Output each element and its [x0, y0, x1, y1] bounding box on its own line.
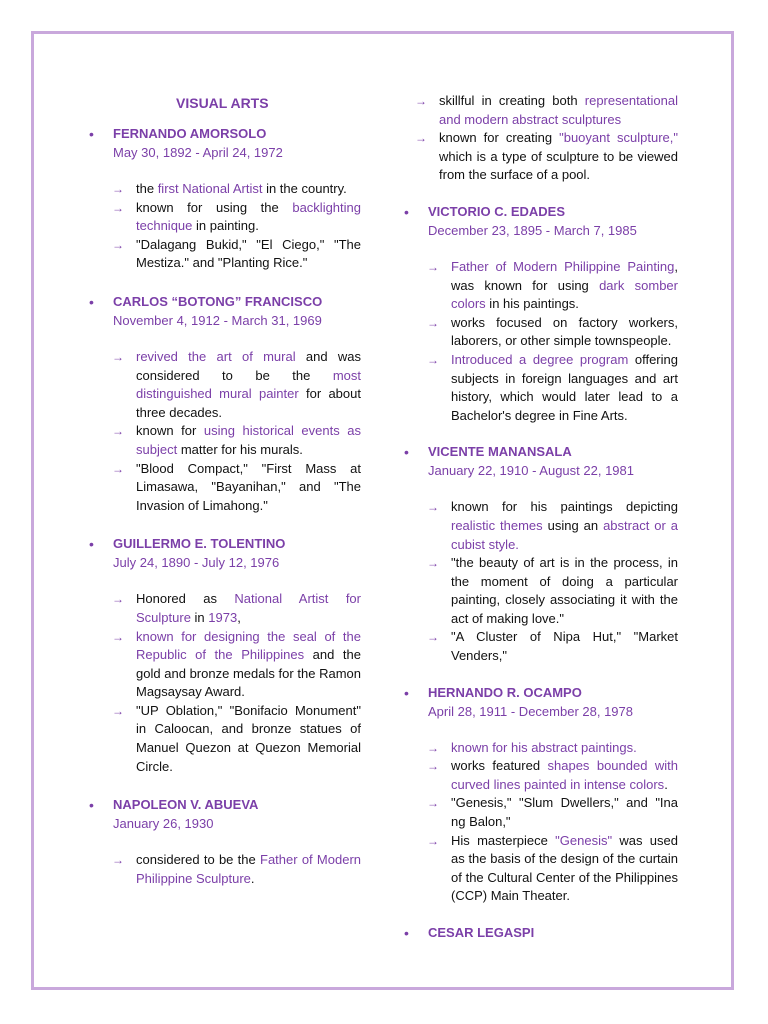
artist-fernando-amorsolo [89, 125, 361, 273]
highlighted-text: dark somber colors [451, 277, 678, 312]
fact-text: known for creating [439, 130, 560, 146]
bullet-icon: • [404, 684, 409, 701]
abueva-continuation [404, 92, 678, 185]
artist-dates: January 22, 1910 - August 22, 1981 [428, 463, 634, 479]
right-arrow-icon: → [427, 315, 439, 330]
fact-item [427, 498, 678, 554]
fact-text: works focused on factory workers, laborers, or other simple townspeople. [451, 314, 678, 349]
fact-text: considered to be the [136, 852, 260, 868]
fact-item [427, 832, 678, 906]
bullet-icon: • [89, 797, 94, 814]
fact-item [112, 348, 361, 422]
artist-napoleon-v-abueva [89, 796, 361, 888]
fact-item [112, 180, 361, 199]
artist-dates: November 4, 1912 - March 31, 1969 [113, 312, 322, 328]
artist-hernando-r-ocampo [404, 684, 678, 906]
right-arrow-icon: → [427, 833, 439, 848]
fact-list [404, 258, 678, 425]
highlighted-text: most distinguished mural painter [136, 367, 361, 402]
highlighted-text: Introduced a degree program [451, 351, 629, 367]
fact-item [427, 794, 678, 831]
highlighted-text: realistic themes [451, 517, 543, 533]
fact-text: known for [136, 423, 204, 439]
fact-item [112, 628, 361, 702]
right-arrow-icon: → [112, 237, 124, 252]
artist-dates: December 23, 1895 - March 7, 1985 [428, 222, 637, 238]
fact-text: skillful in creating both [439, 93, 585, 108]
fact-text: which is a type of sculpture to be viewed from the surface of a pool. [439, 148, 678, 183]
fact-item [112, 460, 361, 516]
artist-header [404, 924, 678, 942]
highlighted-text: revived the art of mural [136, 348, 296, 364]
right-arrow-icon: → [427, 352, 439, 367]
highlighted-text: known for his abstract paintings. [451, 739, 637, 755]
right-arrow-icon: → [427, 796, 439, 811]
right-arrow-icon: → [427, 556, 439, 571]
artist-name: CARLOS “BOTONG” FRANCISCO [113, 293, 323, 309]
fact-text: "Dalagang Bukid," "El Ciego," "The Mestiza." and "Planting Rice." [136, 236, 361, 271]
artist-guillermo-e-tolentino [89, 535, 361, 776]
fact-item [427, 314, 678, 351]
fact-text: for about three decades. [136, 386, 361, 420]
bullet-icon: • [404, 203, 409, 220]
fact-text: and was considered to be the [136, 348, 361, 383]
fact-text: known for using the [136, 199, 293, 215]
fact-item [427, 258, 678, 314]
right-arrow-icon: → [112, 200, 124, 215]
bullet-icon: • [89, 293, 94, 310]
highlighted-text: known for designing the seal of the Republic of the Philippines [136, 628, 361, 663]
fact-text: , was known for using [451, 258, 678, 293]
artist-victorio-c-edades [404, 203, 678, 425]
fact-text: in painting. [192, 218, 259, 234]
fact-item [427, 554, 678, 628]
continuation-facts [404, 92, 678, 185]
fact-text: was used as the basis of the design of the curtain of the Cultural Center of the Philippines (CCP) Main Theater. [451, 832, 678, 904]
fact-item [112, 590, 361, 627]
fact-text: "UP Oblation," "Bonifacio Monument" in Caloocan, and bronze statues of Manuel Quezon at Quezon Memorial Circle. [136, 702, 361, 774]
artist-header [89, 796, 361, 833]
fact-text: in his paintings. [485, 296, 579, 312]
right-arrow-icon: → [112, 182, 124, 196]
fact-text: His masterpiece [451, 832, 556, 848]
artist-header [89, 535, 361, 572]
highlighted-text: "Genesis" [555, 832, 613, 848]
highlighted-text: backlighting technique [136, 199, 361, 234]
fact-text: Honored as [136, 591, 235, 607]
right-arrow-icon: → [427, 259, 439, 274]
fact-list [89, 348, 361, 515]
artist-name: VICENTE MANANSALA [428, 444, 572, 460]
fact-item [415, 129, 678, 185]
artist-name: NAPOLEON V. ABUEVA [113, 797, 259, 813]
artist-dates: January 26, 1930 [113, 816, 214, 832]
artist-list-left [89, 125, 361, 888]
fact-text: the [136, 181, 158, 196]
artist-name: VICTORIO C. EDADES [428, 203, 566, 219]
right-arrow-icon: → [112, 592, 124, 607]
right-arrow-icon: → [427, 759, 439, 774]
fact-item [112, 702, 361, 776]
fact-text: . [664, 776, 668, 792]
right-arrow-icon: → [427, 500, 439, 515]
highlighted-text: "buoyant sculpture," [559, 130, 678, 146]
artist-name: GUILLERMO E. TOLENTINO [113, 536, 286, 552]
artist-dates: April 28, 1911 - December 28, 1978 [428, 703, 633, 719]
highlighted-text: first National Artist [157, 181, 263, 196]
highlighted-text: shapes bounded with curved lines painted in intense colors [451, 758, 678, 792]
artist-dates: May 30, 1892 - April 24, 1972 [113, 145, 283, 160]
fact-text: offering subjects in foreign languages and art history, which would later lead to a Bachelor's degree in Fine Arts. [451, 351, 678, 423]
fact-item [427, 739, 678, 758]
right-column [404, 92, 678, 960]
right-arrow-icon: → [112, 853, 124, 868]
fact-item [427, 757, 678, 794]
fact-item [427, 628, 678, 665]
fact-list [404, 739, 678, 906]
artist-name: HERNANDO R. OCAMPO [428, 684, 582, 700]
fact-text: "A Cluster of Nipa Hut," "Market Venders," [451, 629, 678, 664]
fact-text: matter for his murals. [177, 441, 303, 457]
artist-vicente-manansala [404, 443, 678, 665]
fact-text: works featured [451, 758, 548, 774]
right-arrow-icon: → [415, 131, 427, 146]
fact-item [415, 92, 678, 129]
left-column [89, 92, 361, 908]
highlighted-text: 1973 [208, 609, 238, 625]
right-arrow-icon: → [427, 630, 439, 645]
highlighted-text: Father of Modern Philippine Painting [451, 258, 675, 274]
highlighted-text: Father of Modern Philippine Sculpture [136, 852, 362, 886]
fact-text: and the gold and bronze medals for the Ramon Magsaysay Award. [136, 647, 361, 700]
artist-header [404, 203, 678, 240]
fact-list [404, 498, 678, 665]
artist-header [404, 443, 678, 480]
bullet-icon: • [404, 444, 409, 461]
artist-header [89, 125, 361, 162]
artist-header [89, 293, 361, 330]
fact-text: "the beauty of art is in the process, in the moment of doing a particular painting, closely associating it with the act of making love." [451, 555, 678, 626]
page-title: VISUAL ARTS [176, 95, 269, 111]
fact-item [112, 199, 361, 236]
fact-item [112, 236, 361, 273]
right-arrow-icon: → [427, 740, 439, 755]
fact-text: known for his paintings depicting [451, 499, 678, 515]
right-arrow-icon: → [112, 461, 124, 476]
fact-list [89, 851, 361, 888]
fact-item [427, 351, 678, 425]
right-arrow-icon: → [112, 424, 124, 439]
right-arrow-icon: → [112, 629, 124, 644]
right-arrow-icon: → [415, 94, 427, 108]
right-arrow-icon: → [112, 349, 124, 364]
fact-text: in the country. [262, 181, 347, 196]
bullet-icon: • [89, 536, 94, 553]
artist-name: FERNANDO AMORSOLO [113, 126, 267, 141]
artist-carlos-botong-francisco [89, 293, 361, 515]
fact-item [112, 422, 361, 459]
fact-text: using an [542, 517, 604, 533]
artist-header [404, 684, 678, 721]
highlighted-text: using historical events as subject [136, 423, 361, 457]
right-arrow-icon: → [112, 703, 124, 718]
highlighted-text: representational and modern abstract sculptures [439, 93, 678, 127]
fact-text: "Blood Compact," "First Mass at Limasawa, "Bayanihan," and "The Invasion of Limahong." [136, 460, 361, 513]
highlighted-text: abstract or a cubist style. [451, 517, 679, 552]
fact-text: in [190, 609, 209, 625]
bullet-icon: • [404, 925, 409, 941]
fact-list [89, 590, 361, 776]
fact-item [112, 851, 361, 888]
artist-list-right [404, 203, 678, 942]
artist-cesar-legaspi [404, 924, 678, 942]
fact-text: . [250, 870, 255, 886]
artist-dates: July 24, 1890 - July 12, 1976 [113, 555, 280, 571]
bullet-icon: • [89, 126, 94, 142]
fact-text: "Genesis," "Slum Dwellers," and "Ina ng Balon," [451, 795, 678, 830]
artist-name: CESAR LEGASPI [428, 925, 535, 940]
highlighted-text: National Artist for Sculpture [136, 591, 361, 625]
fact-text: , [237, 609, 241, 625]
fact-list [89, 180, 361, 273]
